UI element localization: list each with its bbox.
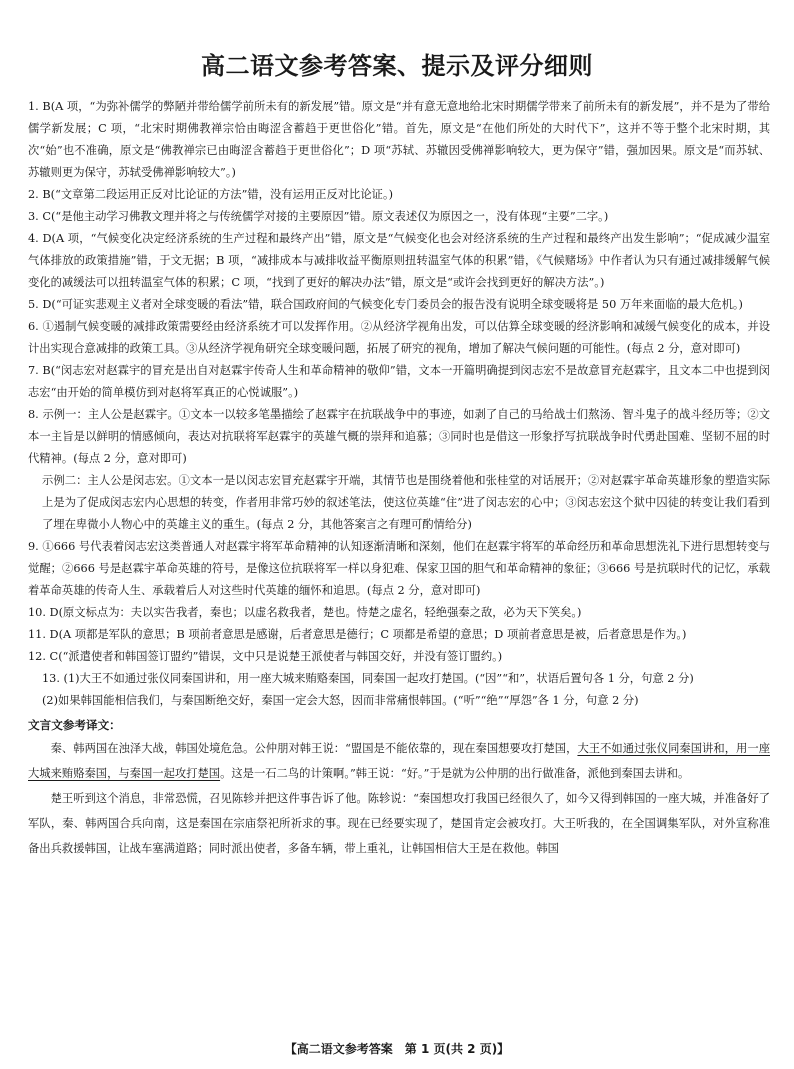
answer-item-8-example-1: 8. 示例一：主人公是赵霖宇。①文本一以较多笔墨描绘了赵霖宇在抗联战争中的事迹，如剥了自己的马给战士们熬汤、智斗鬼子的战斗经历等；②文本一主旨是以鲜明的情感倾向，表达对抗联将军赵霖宇的英雄气概的崇拜和追慕；③同时也是借这一形象抒写抗联战争时代勇赴国难、坚韧不屈的时代精神。(每点 2 分，意对即可) [28, 408, 770, 465]
answer-item-8-example-2: 示例二：主人公是闵志宏。①文本一是以闵志宏冒充赵霖宇开端，其情节也是围绕着他和张桂堂的对话展开；②对赵霖宇革命英雄形象的塑造实际上是为了促成闵志宏内心思想的转变，作者用非常巧妙的叙述笔法，使这位英雄“住”进了闵志宏的心中；③闵志宏这个狱中囚徒的转变让我们看到了埋在卑微小人物心中的英雄主义的重生。(每点 2 分，其他答案言之有理可酌情给分) [42, 474, 770, 531]
answer-item-5: 5. D(“可证实悲观主义者对全球变暖的看法”错，联合国政府间的气候变化专门委员会的报告没有说明全球变暖将是 50 万年来面临的最大危机。) [28, 298, 743, 311]
page-title: 高二语文参考答案、提示及评分细则 [201, 52, 593, 80]
translation-paragraph-1 [28, 736, 770, 786]
translation-p1-underlined: 大王不如通过张仪同秦国讲和，用一座大城来贿赂秦国，与秦国一起攻打楚国 [28, 742, 770, 780]
answer-item-6: 6. ①遏制气候变暖的减排政策需要经由经济系统才可以发挥作用。②从经济学视角出发，可以估算全球变暖的经济影响和减缓气候变化的成本，并设计出实现合意减排的政策工具。③从经济学视角研究全球变暖问题，拓展了研究的视角，增加了解决气候问题的可能性。(每点 2 分，意对即可) [28, 320, 770, 355]
translation-paragraph-2: 楚王听到这个消息，非常恐慌，召见陈轸并把这件事告诉了他。陈轸说：“秦国想攻打我国已经很久了，如今又得到韩国的一座大城，并准备好了军队，秦、韩两国合兵向南，这是秦国在宗庙祭祀所祈求的事。现在已经要实现了，楚国肯定会被攻打。大王听我的，在全国调集军队，对外宣称准备出兵救援韩国，让战车塞满道路；同时派出使者，多备车辆，带上重礼，让韩国相信大王是在救他。韩国 [28, 792, 770, 855]
answer-item-10: 10. D(原文标点为：夫以实告我者，秦也；以虚名救我者，楚也。恃楚之虚名，轻绝强秦之敌，必为天下笑矣。) [28, 606, 582, 619]
answer-item-9: 9. ①666 号代表着闵志宏这类普通人对赵霖宇将军革命精神的认知逐渐清晰和深刻，他们在赵霖宇将军的革命经历和革命思想洗礼下进行思想转变与觉醒；②666 号是赵霖宇革命英雄的符号，是像这位抗联将军一样以身犯难、保家卫国的胆气和革命精神的象征；③666 号是抗联时代的记忆，承载着革命英雄的传奇人生、承载着后人对这些时代英雄的缅怀和追思。(每点 2 分，意对即可) [28, 540, 770, 597]
answer-item-13-part-2: (2)如果韩国能相信我们，与秦国断绝交好，秦国一定会大怒，因而非常痛恨韩国。(“听”“绝”“厚怨”各 1 分，句意 2 分) [42, 694, 639, 707]
translation-p1-start: 秦、韩两国在浊泽大战，韩国处境危急。公仲朋对韩王说：“盟国是不能依靠的，现在秦国想要攻打楚国， [50, 742, 578, 755]
page-footer: 【高二语文参考答案 第 1 页(共 2 页)】 [284, 1042, 510, 1056]
answer-body [28, 96, 770, 861]
answer-item-4: 4. D(A 项，“气候变化决定经济系统的生产过程和最终产出”错，原文是“气候变化也会对经济系统的生产过程和最终产出发生影响”；“促成减少温室气体排放的政策措施”错，于文无据；B 项，“减排成本与减排收益平衡原则扭转温室气体的积累”错，《气候赌场》中作者认为只有通过减排缓解气候变化的减缓法可以扭转温室气体的积累；C 项，“找到了更好的解决办法”错，原文是“或许会找到更好的解决方法”。) [28, 232, 770, 289]
answer-item-13-part-1: 13. (1)大王不如通过张仪同秦国讲和，用一座大城来贿赂秦国，同秦国一起攻打楚国。(“因”“和”，状语后置句各 1 分，句意 2 分) [42, 672, 694, 685]
translation-p1-end: 。这是一石二鸟的计策啊。”韩王说：“好。”于是就为公仲朋的出行做准备，派他到秦国去讲和。 [220, 767, 690, 780]
answer-item-11: 11. D(A 项都是军队的意思；B 项前者意思是感谢，后者意思是德行；C 项都是希望的意思；D 项前者意思是被，后者意思是作为。) [28, 628, 687, 641]
answer-item-2: 2. B(“文章第二段运用正反对比论证的方法”错，没有运用正反对比论证。) [28, 188, 393, 201]
answer-item-7: 7. B(“闵志宏对赵霖宇的冒充是出自对赵霖宇传奇人生和革命精神的敬仰”错，文本一开篇明确提到闵志宏不是故意冒充赵霖宇，且文本二中也提到闵志宏“由开始的简单模仿到对赵将军真正的心悦诚服”。) [28, 364, 770, 399]
translation-section-title: 文言文参考译文： [28, 718, 121, 732]
answer-item-1: 1. B(A 项，“为弥补儒学的弊陋并带给儒学前所未有的新发展”错。原文是“并有意无意地给北宋时期儒学带来了前所未有的新发展”，并不是为了带给儒学新发展；C 项，“北宋时期佛教禅宗恰由晦涩含蓄趋于更世俗化”错。首先，原文是“在他们所处的大时代下”，这并不等于整个北宋时期，其次“始”也不准确，原文是“佛教禅宗已由晦涩含蓄趋于更世俗化”；D 项“苏轼、苏辙因受佛禅影响较大，更为保守”错，强加因果。原文是“而苏轼、苏辙则更为保守，苏轼受佛禅影响较大”。) [28, 100, 770, 179]
answer-item-12: 12. C(“派遣使者和韩国签订盟约”错误，文中只是说楚王派使者与韩国交好，并没有签订盟约。) [28, 650, 503, 663]
answer-item-3: 3. C(“是他主动学习佛教文理并将之与传统儒学对接的主要原因”错。原文表述仅为原因之一，没有体现“主要”二字。) [28, 210, 609, 223]
